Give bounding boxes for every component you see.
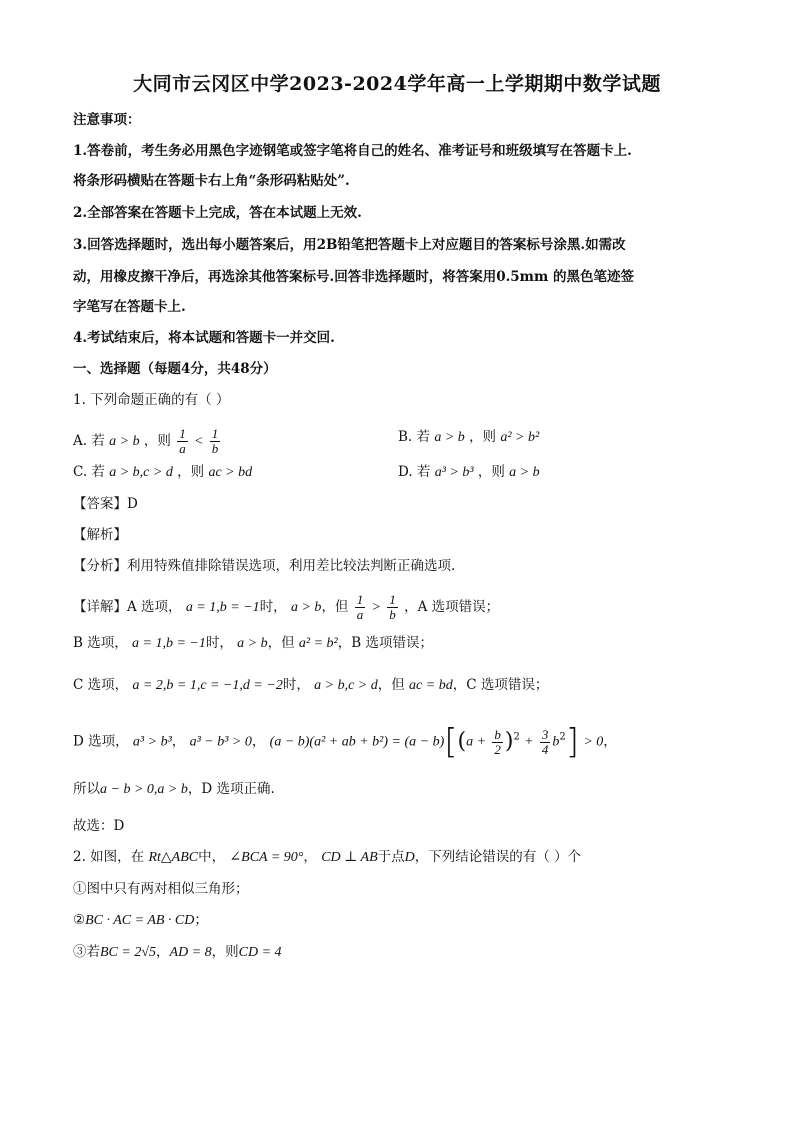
q1-answer [73, 494, 138, 514]
conclusion-1: 所以 [73, 781, 100, 797]
detail-a-1: A 选项， [127, 599, 182, 615]
answer-value: D [127, 496, 138, 512]
detail-d-e4: > 0 [583, 734, 604, 750]
detail-c-1: C 选项， [73, 677, 129, 693]
detail-d-e3: (a − b)(a² + ab + b²) = (a − b) [269, 734, 445, 750]
q1-detail-c [73, 675, 548, 696]
fraction-3-over-4: $\frac{3}{4}$ [541, 726, 549, 757]
q2-stem-3: ， [303, 849, 317, 865]
fraction-1-over-b: $\frac{1}{b}$ [211, 426, 219, 456]
detail-c-3: ，但 [377, 677, 405, 693]
q2-triangle: Rt△ABC [148, 850, 199, 865]
detail-a-cond: a > b [290, 600, 322, 615]
q2-angle: ∠BCA = 90° [229, 850, 304, 865]
q1-option-c [73, 462, 252, 483]
notice-item-3-cont: 动，用橡皮擦干净后，再选涂其他答案标号.回答非选择题时，将答案用0.5mm 的黑色笔迹签 [73, 269, 634, 285]
notice-item-4: 4.考试结束后，将本试题和答题卡一并交回. [73, 330, 335, 346]
q2-item-3-expr2: AD = 8 [169, 945, 212, 960]
detail-c-cond: a > b,c > d [314, 678, 378, 693]
detail-d-e1: a³ > b³ [132, 734, 172, 750]
q1-option-d [398, 462, 540, 483]
detail-b-expr: a² = b² [298, 636, 338, 651]
q1-option-d-cond: a³ > b³ [434, 465, 474, 480]
detail-b-4: ，B 选项错误； [337, 635, 433, 651]
detail-c-2: 时， [282, 677, 310, 693]
q2-point-d: D [404, 850, 415, 865]
detail-c-expr: ac = bd [409, 678, 453, 693]
notice-heading: 注意事项： [73, 112, 141, 128]
q1-detail-a: 【详解】A 选项， a = 1,b = −1时， a > b，但 $\frac{1}{a}$ > $\frac{1}{b}$ ，A 选项错误； [73, 592, 500, 622]
fenxi-tag: 【分析】 [73, 558, 127, 574]
notice-item-1: 1.答卷前，考生务必用黑色字迹钢笔或签字笔将自己的姓名、准考证号和班级填写在答题卡上. [73, 143, 632, 159]
q1-option-c-then: ，则 [177, 464, 205, 480]
section-heading: 一、选择题（每题4分，共48分） [73, 361, 277, 377]
q1-detail-d: D 选项， a³ > b³， a³ − b³ > 0， (a − b)(a² + ab + b²) = (a − b)[(a + $\frac{b}{2}$ )$^2$ + $\frac{3}{4}$ $b^2] > 0$， [73, 722, 617, 762]
conclusion-expr: a − b > 0,a > b [100, 782, 188, 797]
q2-item-2-suffix: ； [194, 912, 208, 928]
detail-b-1: B 选项， [73, 635, 128, 651]
page-title: 大同市云冈区中学2023-2024学年高一上学期期中数学试题 [133, 73, 661, 95]
detail-d-e2: a³ − b³ > 0 [189, 734, 252, 750]
detail-b-cond: a > b [237, 636, 268, 651]
q2-perp: CD ⊥ AB [321, 850, 378, 865]
fraction-1-over-b: $\frac{1}{b}$ [389, 592, 396, 622]
q2-item-3-expr1: BC = 2√5 [100, 945, 157, 960]
q1-option-b-cond: a > b [434, 430, 465, 445]
q2-stem-2: 中， [198, 849, 226, 865]
detail-b-vals: a = 1,b = −1 [132, 636, 206, 651]
q1-option-a-then: ，则 [143, 433, 171, 449]
q1-option-b [398, 427, 539, 448]
notice-item-3-cont2: 字笔写在答题卡上. [73, 299, 186, 315]
detail-c-4: ，C 选项错误； [452, 677, 549, 693]
q2-item-2-expr: BC · AC = AB · CD [85, 913, 195, 928]
answer-tag: 【答案】 [73, 496, 127, 512]
q2-item-3-prefix: ③若 [73, 944, 100, 960]
q1-option-c-cond: a > b,c > d [109, 465, 173, 480]
right-bracket: ] [565, 722, 580, 762]
q1-option-a-lt: < [193, 434, 204, 449]
q2-item-3-then: ，则 [211, 944, 239, 960]
q1-detail-b [73, 633, 433, 654]
left-bracket: [ [444, 722, 458, 762]
notice-item-3: 3.回答选择题时，选出每小题答案后，用2B铅笔把答题卡上对应题目的答案标号涂黑.如需改 [73, 237, 626, 253]
q2-item-1: ①图中只有两对相似三角形； [73, 881, 249, 897]
detail-c-vals: a = 2,b = 1,c = −1,d = −2 [132, 678, 283, 693]
q2-stem-4: 于点 [377, 849, 405, 865]
xiangjie-tag: 【详解】 [73, 599, 127, 615]
detail-b-3: ，但 [267, 635, 295, 651]
q1-fenxi [73, 556, 455, 576]
q1-option-b-then: ，则 [469, 429, 497, 445]
q1-option-b-expr: a² > b² [500, 430, 540, 445]
q1-option-a-cond: a > b [109, 434, 140, 449]
fenxi-text: 利用特殊值排除错误选项，利用差比较法判断正确选项. [127, 558, 456, 574]
q2-item-2 [73, 910, 208, 931]
q2-item-2-prefix: ② [73, 912, 86, 928]
q1-option-d-then: ，则 [477, 464, 505, 480]
fraction-b-over-2: $\frac{b}{2}$ [494, 726, 501, 757]
q2-item-3-mid: ， [156, 944, 170, 960]
q1-stem: 1. 下列命题正确的有（ ） [73, 392, 230, 408]
detail-a-3: ，但 [321, 599, 349, 615]
q1-option-d-prefix: D. 若 [398, 464, 431, 480]
q1-option-d-expr: a > b [509, 465, 540, 480]
q2-stem [73, 847, 581, 868]
q1-option-c-expr: ac > bd [208, 465, 253, 480]
conclusion-2: ，D 选项正确. [187, 781, 275, 797]
q2-item-3-expr3: CD = 4 [238, 945, 282, 960]
notice-item-2: 2.全部答案在答题卡上完成，答在本试题上无效. [73, 205, 362, 221]
q1-option-b-prefix: B. 若 [398, 429, 431, 445]
q2-stem-5: ，下列结论错误的有（ ）个 [414, 849, 582, 865]
detail-b-2: 时， [205, 635, 233, 651]
q1-analysis-tag: 【解析】 [73, 527, 127, 543]
q2-stem-1: 2. 如图，在 [73, 849, 145, 865]
detail-a-2: 时， [259, 599, 287, 615]
detail-a-vals: a = 1,b = −1 [185, 600, 260, 615]
fraction-1-over-a: $\frac{1}{a}$ [356, 592, 364, 622]
q2-item-3 [73, 942, 282, 963]
notice-item-1-cont: 将条形码横贴在答题卡右上角“条形码粘贴处”. [73, 173, 350, 189]
q1-choose: 故选：D [73, 818, 125, 834]
q1-option-c-prefix: C. 若 [73, 464, 105, 480]
fraction-1-over-a: $\frac{1}{a}$ [179, 426, 186, 456]
q1-option-a-prefix: A. 若 [73, 433, 105, 449]
detail-d-1: D 选项， [73, 733, 129, 750]
q1-option-a [73, 427, 222, 456]
q1-conclusion [73, 779, 275, 800]
detail-a-4: ，A 选项错误； [404, 599, 500, 615]
